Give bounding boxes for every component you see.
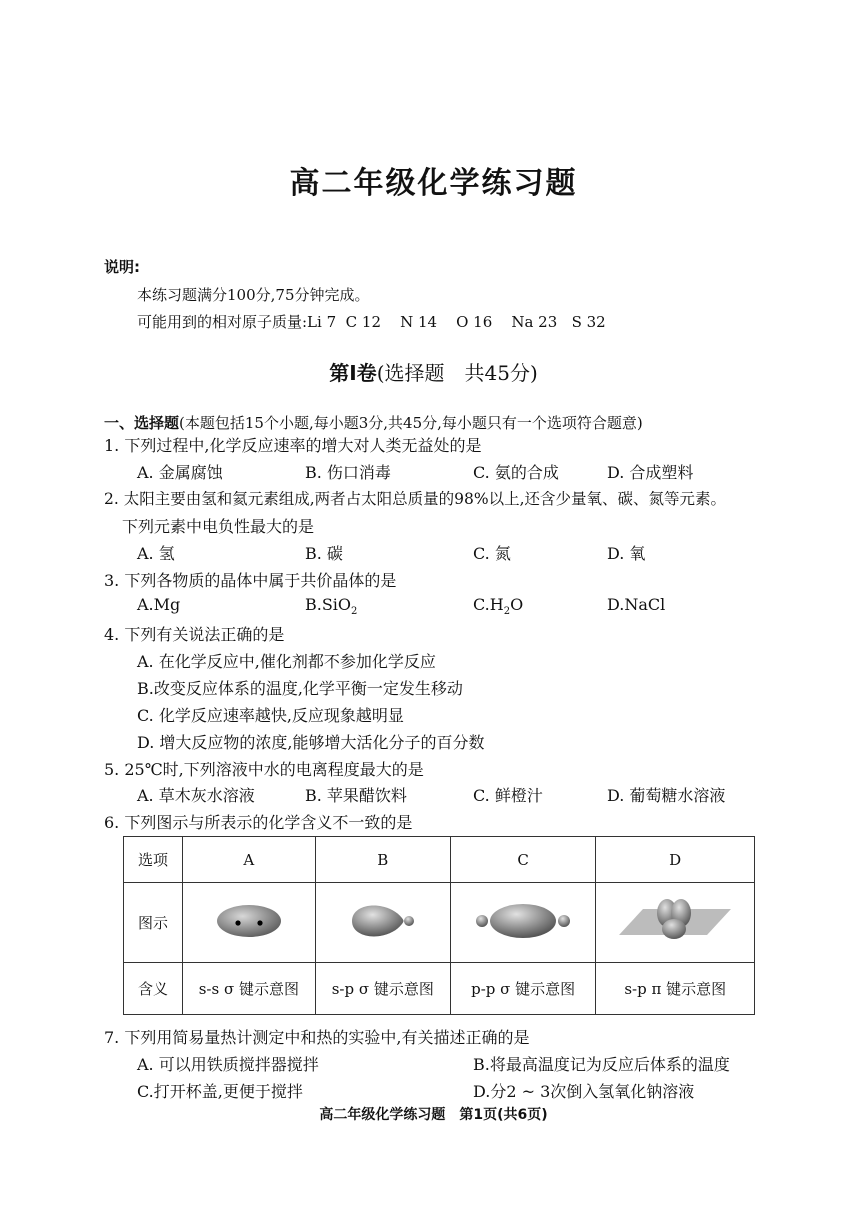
orbital-pp-sigma-figure [468, 896, 578, 946]
question-2-option-a: A. 氢 [137, 544, 175, 563]
table-row [124, 963, 755, 1015]
question-4-stem: 4. 下列有关说法正确的是 [104, 625, 285, 644]
figure-b-cell [315, 883, 450, 963]
notes-line-2: 可能用到的相对原子质量:Li 7 C 12 N 14 O 16 Na 23 S 32 [137, 313, 606, 331]
question-3-option-b [305, 595, 357, 617]
question-4-option-b: B.改变反应体系的温度,化学平衡一定发生移动 [137, 679, 463, 698]
orbital-ss-sigma-figure [209, 899, 289, 943]
question-3-option-b-text: B.SiO [305, 595, 352, 614]
question-3-option-c-subscript: 2 [503, 606, 511, 618]
question-7-option-a: A. 可以用铁质搅拌器搅拌 [137, 1055, 319, 1074]
section-label: 第Ⅰ卷 [329, 361, 377, 385]
question-5-option-a: A. 草木灰水溶液 [137, 786, 255, 805]
question-5-stem: 5. 25℃时,下列溶液中水的电离程度最大的是 [104, 760, 424, 779]
meaning-c: p-p σ 键示意图 [450, 963, 595, 1015]
figure-c-cell [450, 883, 595, 963]
question-2-stem-continued: 下列元素中电负性最大的是 [122, 517, 315, 536]
question-5-option-b: B. 苹果醋饮料 [305, 786, 407, 805]
part1-instruction: (本题包括15个小题,每小题3分,共45分,每小题只有一个选项符合题意) [179, 414, 643, 432]
question-6-stem: 6. 下列图示与所表示的化学含义不一致的是 [104, 813, 413, 832]
meaning-a: s-s σ 键示意图 [183, 963, 316, 1015]
question-1-stem: 1. 下列过程中,化学反应速率的增大对人类无益处的是 [104, 436, 482, 455]
question-3-option-c [473, 595, 523, 617]
question-1-option-c: C. 氨的合成 [473, 463, 559, 482]
notes-heading: 说明: [104, 258, 140, 276]
question-4-option-c: C. 化学反应速率越快,反应现象越明显 [137, 706, 404, 725]
question-7-stem: 7. 下列用简易量热计测定中和热的实验中,有关描述正确的是 [104, 1028, 530, 1047]
question-6-table [123, 836, 755, 1015]
question-1-option-b: B. 伤口消毒 [305, 463, 391, 482]
figure-d-cell [596, 883, 755, 963]
question-7-option-c: C.打开杯盖,更便于搅拌 [137, 1082, 303, 1101]
question-3-option-c-text: C.H [473, 595, 504, 614]
question-2-option-c: C. 氮 [473, 544, 511, 563]
part1-heading-line [104, 412, 643, 433]
figure-a-cell [183, 883, 316, 963]
question-2-option-d: D. 氧 [607, 544, 646, 563]
table-column-d: D [596, 837, 755, 883]
question-3-option-b-subscript: 2 [351, 606, 358, 618]
question-2-option-b: B. 碳 [305, 544, 343, 563]
meaning-d: s-p π 键示意图 [596, 963, 755, 1015]
table-row [124, 837, 755, 883]
question-7-option-d: D.分2 ~ 3次倒入氢氧化钠溶液 [473, 1082, 695, 1101]
part1-heading: 一、选择题 [104, 414, 180, 432]
orbital-sp-pi-figure [615, 893, 735, 949]
notes-line-1: 本练习题满分100分,75分钟完成。 [137, 286, 370, 304]
question-1-option-a: A. 金属腐蚀 [137, 463, 223, 482]
question-1-option-d: D. 合成塑料 [607, 463, 694, 482]
question-2-stem: 2. 太阳主要由氢和氦元素组成,两者占太阳总质量的98%以上,还含少量氧、碳、氮等元素。 [104, 490, 727, 508]
table-header-figure: 图示 [124, 883, 183, 963]
question-3-stem: 3. 下列各物质的晶体中属于共价晶体的是 [104, 571, 397, 590]
table-column-c: C [450, 837, 595, 883]
question-5-option-c: C. 鲜橙汁 [473, 786, 543, 805]
page-footer: 高二年级化学练习题 第1页(共6页) [319, 1107, 548, 1123]
table-header-meaning: 含义 [124, 963, 183, 1015]
table-column-b: B [315, 837, 450, 883]
table-row [124, 883, 755, 963]
question-3-option-d: D.NaCl [607, 595, 666, 614]
meaning-b: s-p σ 键示意图 [315, 963, 450, 1015]
question-4-option-d: D. 增大反应物的浓度,能够增大活化分子的百分数 [137, 733, 485, 752]
question-3-option-a: A.Mg [137, 595, 181, 614]
question-3-option-c-tail: O [510, 595, 524, 614]
page-title: 高二年级化学练习题 [289, 166, 578, 201]
question-4-option-a: A. 在化学反应中,催化剂都不参加化学反应 [137, 652, 436, 671]
table-column-a: A [183, 837, 316, 883]
question-5-option-d: D. 葡萄糖水溶液 [607, 786, 726, 805]
section-heading [0, 357, 867, 386]
question-7-option-b: B.将最高温度记为反应后体系的温度 [473, 1055, 730, 1074]
section-detail: (选择题 共45分) [376, 361, 538, 385]
table-header-option: 选项 [124, 837, 183, 883]
orbital-sp-sigma-figure [338, 896, 428, 946]
